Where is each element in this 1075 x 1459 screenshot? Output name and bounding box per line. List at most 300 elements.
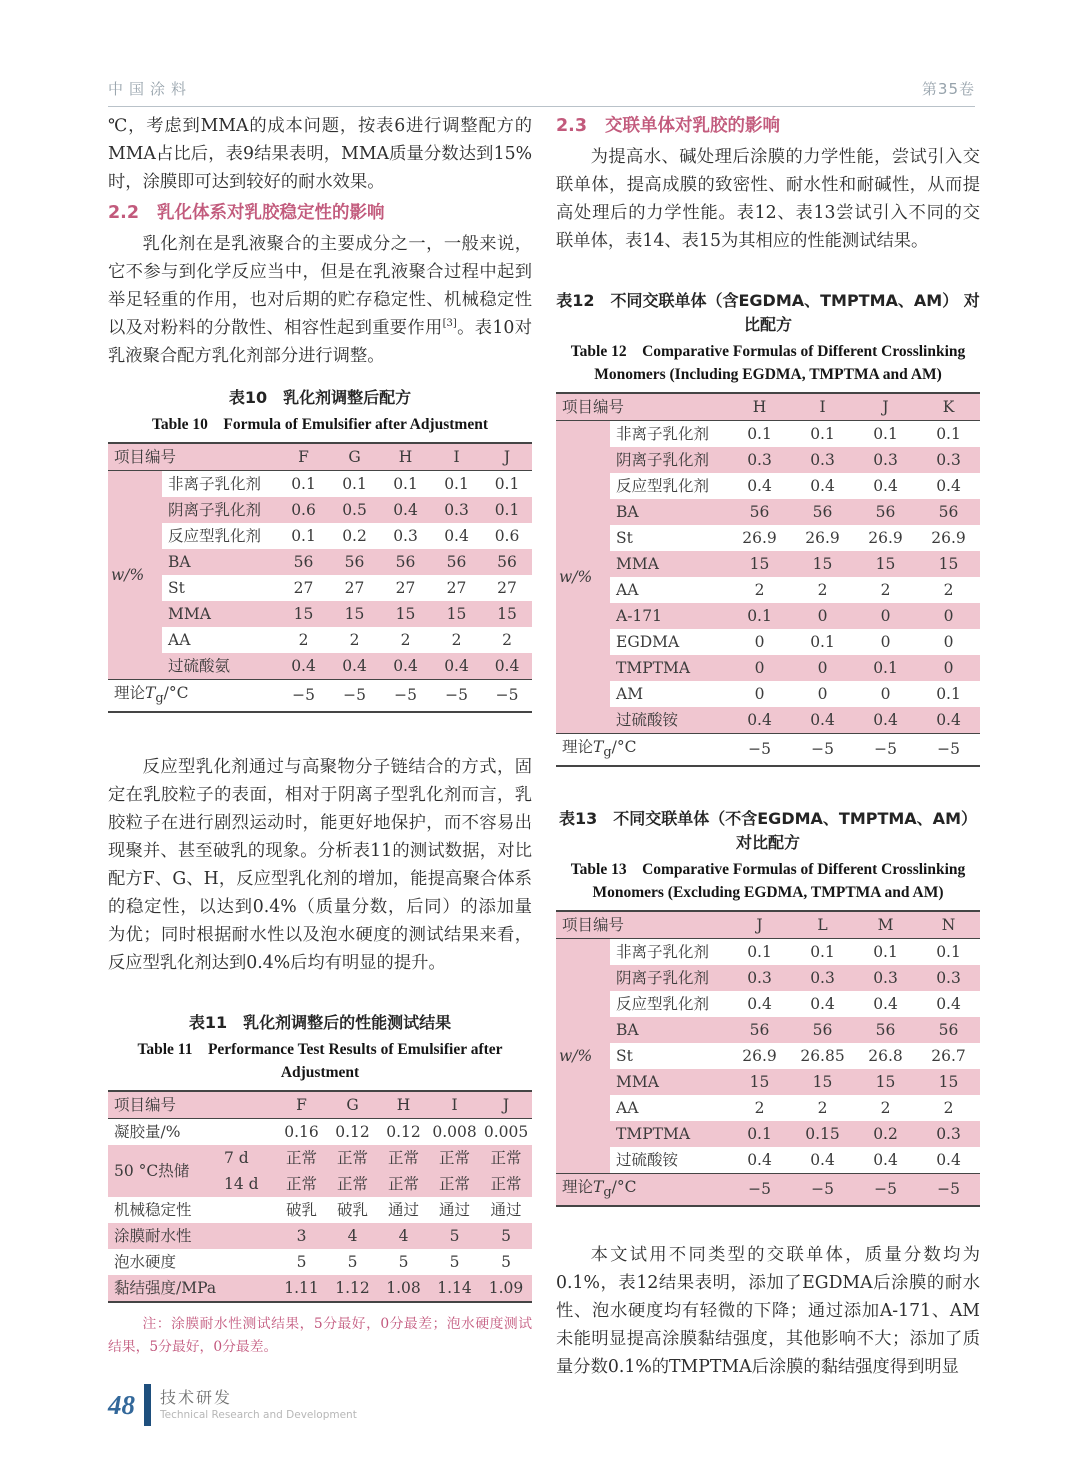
table11-caption-zh: 表11 乳化剂调整后的性能测试结果 xyxy=(188,1013,452,1033)
row-label: MMA xyxy=(162,601,278,627)
row-label: 反应型乳化剂 xyxy=(616,476,710,495)
table-cell: 0.4 xyxy=(936,994,961,1013)
table-row xyxy=(556,1095,980,1121)
two-column-body xyxy=(108,112,980,1381)
column-header: J xyxy=(854,393,917,421)
table-cell: 2 xyxy=(754,580,765,599)
table-cell: 0.4 xyxy=(747,476,772,495)
table-row xyxy=(108,497,532,523)
table-cell: 0 xyxy=(880,684,891,703)
table-cell: 56 xyxy=(854,499,917,525)
table-cell: 5 xyxy=(429,1223,480,1249)
table12 xyxy=(556,392,980,767)
table13-caption-zh: 表13 不同交联单体（不含EGDMA、TMPTMA、AM） 对比配方 xyxy=(558,809,977,853)
table-row xyxy=(108,601,532,627)
table-row xyxy=(556,421,980,448)
table-cell: −5 xyxy=(791,1174,854,1207)
table-cell: 0.4 xyxy=(431,653,482,680)
table-cell: −5 xyxy=(728,1174,791,1207)
table-cell: 0.3 xyxy=(854,965,917,991)
table-cell: 0 xyxy=(917,655,980,681)
column-header: H xyxy=(380,443,431,471)
table-cell: 0 xyxy=(791,655,854,681)
table-cell: 1.12 xyxy=(327,1275,378,1302)
section-number: 2.3 xyxy=(556,116,588,136)
table-cell: −5 xyxy=(495,686,519,705)
table-cell: 26.9 xyxy=(868,528,903,547)
table-cell: 0.4 xyxy=(873,476,898,495)
column-header: N xyxy=(917,911,980,939)
table-cell: 0.12 xyxy=(335,1122,370,1141)
table-cell: −5 xyxy=(292,686,315,705)
column-header-label: 项目编号 xyxy=(108,1091,276,1119)
table-cell: 0.3 xyxy=(431,497,482,523)
row-label: 过硫酸铵 xyxy=(610,707,728,734)
table13-caption xyxy=(556,807,980,904)
table-cell: 0.3 xyxy=(917,965,980,991)
table-cell: 2 xyxy=(817,580,828,599)
paragraph-continued: ℃，考虑到MMA的成本问题，按表6进行调整配方的MMA占比后，表9结果表明，MMA质量分数达到15%时，涂膜即可达到较好的耐水效果。 xyxy=(108,116,532,192)
table-cell: 0.008 xyxy=(432,1122,477,1141)
table-cell: 56 xyxy=(278,549,329,575)
table-cell: 破乳 xyxy=(337,1200,369,1219)
table-cell: 正常 xyxy=(327,1145,378,1171)
table-cell: 2 xyxy=(817,1098,828,1117)
table-cell: 56 xyxy=(791,499,854,525)
table-cell: 通过 xyxy=(490,1200,522,1219)
column-header-label: 项目编号 xyxy=(556,911,728,939)
table-cell: 0.1 xyxy=(810,942,835,961)
table12-caption xyxy=(556,289,980,386)
table-cell: 0.1 xyxy=(810,424,835,443)
paragraph-crosslinking-results: 本文试用不同类型的交联单体，质量分数均为0.1%，表12结果表明，添加了EGDMA后涂膜的耐水性、泡水硬度均有轻微的下降；通过添加A-171、AM未能明显提高涂膜黏结强度，其他影响不大；添加了质量分数0.1%的TMPTMA后涂膜的黏结强度得到明显 xyxy=(556,1245,980,1378)
row-label: 泡水硬度 xyxy=(114,1252,177,1271)
row-label: 阴离子乳化剂 xyxy=(610,965,728,991)
table-cell: 通过 xyxy=(439,1200,471,1219)
row-label: 非离子乳化剂 xyxy=(168,474,262,493)
table-row xyxy=(556,1043,980,1069)
table-cell: 15 xyxy=(380,601,431,627)
table-cell: 0 xyxy=(754,632,765,651)
table13-caption-en: Table 13 Comparative Formulas of Different Crosslinking Monomers (Excluding EGDMA, TMPTMA and AM) xyxy=(570,861,966,902)
table-cell: 0.1 xyxy=(936,424,961,443)
table-cell: 正常 xyxy=(429,1171,480,1197)
table-cell: 0.1 xyxy=(444,474,469,493)
table-cell: 56 xyxy=(917,1017,980,1043)
table-cell: 26.8 xyxy=(868,1046,903,1065)
table-cell: 2 xyxy=(451,630,462,649)
table-cell: 15 xyxy=(728,551,791,577)
table-cell: 1.11 xyxy=(276,1275,327,1302)
row-label: St xyxy=(168,578,185,597)
table-row xyxy=(556,655,980,681)
table-row xyxy=(556,707,980,734)
table-cell: 0 xyxy=(791,603,854,629)
table-cell: 0.4 xyxy=(873,994,898,1013)
section-title: 交联单体对乳胶的影响 xyxy=(605,116,781,136)
table-cell: −5 xyxy=(445,686,468,705)
table-cell: 0.1 xyxy=(747,942,772,961)
table-cell: 27 xyxy=(497,578,517,597)
table-cell: 0.4 xyxy=(873,1150,898,1169)
t11-data-table xyxy=(108,1090,532,1303)
table-cell: 0.4 xyxy=(380,653,431,680)
row-label: TMPTMA xyxy=(610,1121,728,1147)
table-row xyxy=(556,447,980,473)
table-row xyxy=(108,1249,532,1275)
table-row xyxy=(556,1069,980,1095)
table-cell: 56 xyxy=(728,1017,791,1043)
journal-title: 中国涂料 xyxy=(108,80,193,98)
table-cell: 0.4 xyxy=(482,653,532,680)
table-cell: 0 xyxy=(754,684,765,703)
table-cell: 0.1 xyxy=(810,632,835,651)
table-cell: 2 xyxy=(298,630,309,649)
table-cell: 正常 xyxy=(480,1171,532,1197)
table-cell: 0.1 xyxy=(728,603,791,629)
table-cell: 27 xyxy=(446,578,467,597)
table-cell: 0.4 xyxy=(380,497,431,523)
table-row xyxy=(108,627,532,653)
table-cell: 56 xyxy=(482,549,532,575)
table11 xyxy=(108,1090,532,1303)
table-cell: 5 xyxy=(347,1252,358,1271)
table-cell: 0.12 xyxy=(386,1122,421,1141)
table-cell: 0.4 xyxy=(278,653,329,680)
table10-caption xyxy=(108,386,532,436)
table-cell: 0 xyxy=(917,603,980,629)
table-cell: 0.1 xyxy=(747,424,772,443)
table-cell: 0.1 xyxy=(854,655,917,681)
table-row xyxy=(556,525,980,551)
table-cell: −5 xyxy=(394,686,417,705)
table-cell: 27 xyxy=(344,578,365,597)
table-row xyxy=(108,680,532,713)
table-cell: 0 xyxy=(817,684,828,703)
table-cell: 0.2 xyxy=(854,1121,917,1147)
table-cell: 15 xyxy=(854,1069,917,1095)
paragraph-reactive-emulsifier: 反应型乳化剂通过与高聚物分子链结合的方式，固定在乳胶粒子的表面，相对于阴离子型乳化剂而言，乳胶粒子在进行剧烈运动时，能更好地保护，而不容易出现聚并、甚至破乳的现象。分析表11的测试数据，对比配方F、G、H，反应型乳化剂的增加，能提高聚合体系的稳定性，以达到0.4%（质量分数，后同）的添加量为优；同时根据耐水性以及泡水硬度的测试结果来看，反应型乳化剂达到0.4%后均有明显的提升。 xyxy=(108,757,532,974)
table-row xyxy=(556,603,980,629)
table-cell: 26.9 xyxy=(742,528,777,547)
table-cell: 4 xyxy=(378,1223,429,1249)
column-header: I xyxy=(429,1091,480,1119)
table-row xyxy=(556,551,980,577)
paragraph-text: 乳化剂在是乳液聚合的主要成分之一，一般来说，它不参与到化学反应当中，但是在乳液聚合过程中起到举足轻重的作用，也对后期的贮存稳定性、机械稳定性以及对粉料的分散性、相容性起到重要作用 xyxy=(108,234,532,338)
table-cell: 0.4 xyxy=(854,707,917,734)
t12-data-table xyxy=(556,392,980,767)
table-cell: 0.4 xyxy=(791,707,854,734)
column-header: J xyxy=(728,911,791,939)
row-label: 理论$T_g/^\circ C$ xyxy=(556,1174,728,1207)
column-header: H xyxy=(378,1091,429,1119)
table-cell: 15 xyxy=(917,551,980,577)
row-label: EGDMA xyxy=(616,632,680,651)
table-cell: 0.1 xyxy=(291,526,316,545)
table-row xyxy=(556,1174,980,1207)
table-cell: 2 xyxy=(880,580,891,599)
t10-data-table xyxy=(108,442,532,713)
table-cell: −5 xyxy=(937,740,960,759)
unit-group-label: w/% xyxy=(108,471,162,680)
table-cell: 0.1 xyxy=(936,684,961,703)
row-label: 反应型乳化剂 xyxy=(168,526,262,545)
column-header: L xyxy=(791,911,854,939)
table-cell: 56 xyxy=(380,549,431,575)
table11-caption-en: Table 11 Performance Test Results of Emulsifier after Adjustment xyxy=(137,1041,503,1082)
table10-caption-en: Table 10 Formula of Emulsifier after Adjustment xyxy=(152,416,488,433)
column-header: M xyxy=(854,911,917,939)
table-row xyxy=(556,965,980,991)
table-cell: 通过 xyxy=(388,1200,420,1219)
row-label: BA xyxy=(162,549,278,575)
table12-caption-en: Table 12 Comparative Formulas of Different Crosslinking Monomers (Including EGDMA, TMPTMA and AM) xyxy=(570,343,966,383)
table-cell: 2 xyxy=(880,1098,891,1117)
row-label: 过硫酸铵 xyxy=(616,1150,679,1169)
table-cell: 0.4 xyxy=(747,1150,772,1169)
row-label: 机械稳定性 xyxy=(114,1200,192,1219)
table-cell: 0.3 xyxy=(728,965,791,991)
table-cell: 0.6 xyxy=(278,497,329,523)
table-cell: 0.3 xyxy=(917,447,980,473)
row-label: 过硫酸氨 xyxy=(162,653,278,680)
table-cell: 15 xyxy=(791,551,854,577)
row-label: 非离子乳化剂 xyxy=(616,424,710,443)
row-label: TMPTMA xyxy=(610,655,728,681)
section-heading-2-2 xyxy=(108,199,532,227)
row-label: MMA xyxy=(610,551,728,577)
table-cell: 56 xyxy=(329,549,380,575)
table-row xyxy=(556,991,980,1017)
row-label: 非离子乳化剂 xyxy=(616,942,710,961)
row-label: 黏结强度/MPa xyxy=(108,1275,276,1302)
table-row xyxy=(108,549,532,575)
table-row xyxy=(108,1119,532,1146)
footer-accent-bar xyxy=(144,1384,151,1426)
table-cell: 0.4 xyxy=(810,994,835,1013)
table-cell: 15 xyxy=(329,601,380,627)
table-cell: 0 xyxy=(880,632,891,651)
table-cell: 15 xyxy=(917,1069,980,1095)
table-cell: 0.2 xyxy=(342,526,367,545)
section-number: 2.2 xyxy=(108,203,140,223)
table-cell: 0.1 xyxy=(873,424,898,443)
row-label: AA xyxy=(168,630,191,649)
table11-caption xyxy=(108,1011,532,1084)
left-column xyxy=(108,112,532,1381)
table-row xyxy=(108,1197,532,1223)
footer-section-en: Technical Research and Development xyxy=(160,1409,357,1421)
paragraph-text-end: 。表10对乳液聚合配方乳化剂部分进行调整。 xyxy=(108,318,532,366)
table-cell: 0.4 xyxy=(936,1150,961,1169)
table-cell: 0.6 xyxy=(494,526,520,545)
column-header: F xyxy=(278,443,329,471)
row-label: 阴离子乳化剂 xyxy=(162,497,278,523)
table-row xyxy=(556,939,980,966)
table-cell: 5 xyxy=(398,1252,409,1271)
page-footer xyxy=(108,1384,357,1426)
row-sublabel: 14 d xyxy=(208,1171,276,1197)
row-sublabel: 7 d xyxy=(208,1145,276,1171)
table-cell: 56 xyxy=(431,549,482,575)
table-cell: 正常 xyxy=(480,1145,532,1171)
table-cell: 27 xyxy=(293,578,314,597)
row-label: St xyxy=(616,1046,633,1065)
row-label: 阴离子乳化剂 xyxy=(610,447,728,473)
table13 xyxy=(556,910,980,1207)
column-header: G xyxy=(329,443,380,471)
table-cell: 破乳 xyxy=(286,1200,318,1219)
row-label: AM xyxy=(616,684,644,703)
table-cell: 0.4 xyxy=(917,707,980,734)
table-cell: 0 xyxy=(854,603,917,629)
table10-caption-zh: 表10 乳化剂调整后配方 xyxy=(228,388,412,407)
table-cell: 5 xyxy=(480,1223,532,1249)
table-cell: 0.3 xyxy=(791,447,854,473)
table-cell: 26.85 xyxy=(800,1046,845,1065)
table-row xyxy=(556,629,980,655)
table-row xyxy=(556,681,980,707)
row-label: AA xyxy=(616,580,639,599)
table-cell: 15 xyxy=(482,601,532,627)
table-cell: 0.005 xyxy=(483,1122,529,1141)
table-cell: 正常 xyxy=(276,1171,327,1197)
row-label: 涂膜耐水性 xyxy=(108,1223,276,1249)
right-column xyxy=(556,112,980,1381)
row-label: AA xyxy=(616,1098,639,1117)
table-row xyxy=(108,1275,532,1302)
unit-group-label: w/% xyxy=(556,939,610,1174)
table-cell: 0.15 xyxy=(791,1121,854,1147)
table-row xyxy=(556,734,980,767)
table-cell: 正常 xyxy=(327,1171,378,1197)
table-cell: −5 xyxy=(854,1174,917,1207)
table-cell: 0.1 xyxy=(342,474,367,493)
table-cell: 1.14 xyxy=(429,1275,480,1302)
table-cell: 2 xyxy=(943,1098,954,1117)
column-header: K xyxy=(917,393,980,421)
table-cell: 0.4 xyxy=(329,653,380,680)
table-cell: 0.1 xyxy=(936,942,961,961)
table-cell: 0 xyxy=(728,655,791,681)
table-cell: 56 xyxy=(728,499,791,525)
column-header: G xyxy=(327,1091,378,1119)
table-row xyxy=(556,1147,980,1174)
table-cell: 0.1 xyxy=(393,474,418,493)
table-cell: 1.09 xyxy=(480,1275,532,1302)
row-label: 理论$T_g/^\circ C$ xyxy=(114,683,189,706)
column-header: J xyxy=(482,443,532,471)
table-cell: 56 xyxy=(791,1017,854,1043)
table-cell: −5 xyxy=(917,1174,980,1207)
paragraph-emulsifier-intro xyxy=(108,230,532,370)
table-cell: 5 xyxy=(501,1252,511,1271)
table-row xyxy=(556,1017,980,1043)
table-cell: 0.5 xyxy=(329,497,380,523)
column-header: H xyxy=(728,393,791,421)
table-cell: 26.7 xyxy=(931,1046,966,1065)
table-cell: 0.4 xyxy=(728,707,791,734)
table-cell: 0 xyxy=(943,632,954,651)
table-cell: 15 xyxy=(791,1069,854,1095)
table-row xyxy=(108,1223,532,1249)
table-cell: 0.3 xyxy=(393,526,418,545)
row-label: St xyxy=(616,528,633,547)
page-number: 48 xyxy=(108,1389,135,1420)
t13-data-table xyxy=(556,910,980,1207)
table-cell: 0.4 xyxy=(936,476,961,495)
table-cell: 26.9 xyxy=(805,528,840,547)
table-row xyxy=(108,523,532,549)
table-cell: 0.4 xyxy=(810,1150,835,1169)
table-cell: 26.9 xyxy=(742,1046,777,1065)
table-cell: 2 xyxy=(943,580,954,599)
section-heading-2-3 xyxy=(556,112,980,140)
footer-section-zh: 技术研发 xyxy=(160,1388,233,1407)
table-cell: 0.1 xyxy=(482,497,532,523)
table-cell: 27 xyxy=(395,578,416,597)
table-cell: 4 xyxy=(327,1223,378,1249)
table-cell: 26.9 xyxy=(931,528,966,547)
column-header-label: 项目编号 xyxy=(108,443,278,471)
column-header-label: 项目编号 xyxy=(556,393,728,421)
table-cell: −5 xyxy=(811,740,834,759)
table-cell: 2 xyxy=(754,1098,765,1117)
table-cell: 0.3 xyxy=(791,965,854,991)
table-cell: 0.4 xyxy=(810,476,835,495)
table-cell: 1.08 xyxy=(378,1275,429,1302)
row-group-label: 50 °C热储 xyxy=(108,1145,208,1197)
paragraph-crosslinking-intro: 为提高水、碱处理后涂膜的力学性能，尝试引入交联单体，提高成膜的致密性、耐水性和耐碱性，从而提高处理后的力学性能。表12、表13尝试引入不同的交联单体，表14、表15为其相应的性能测试结果。 xyxy=(556,147,980,251)
table-cell: 0.4 xyxy=(444,526,469,545)
citation-ref: [3] xyxy=(442,318,457,330)
table-row xyxy=(108,653,532,680)
table-cell: 0.1 xyxy=(728,1121,791,1147)
table-cell: −5 xyxy=(748,740,771,759)
table-cell: 0.4 xyxy=(747,994,772,1013)
table-cell: 15 xyxy=(728,1069,791,1095)
column-header: I xyxy=(791,393,854,421)
table-cell: 0.3 xyxy=(728,447,791,473)
table-cell: 正常 xyxy=(429,1145,480,1171)
row-label: 反应型乳化剂 xyxy=(616,994,710,1013)
table-cell: 56 xyxy=(854,1017,917,1043)
table-cell: 2 xyxy=(502,630,512,649)
table-row xyxy=(108,471,532,498)
section-title: 乳化体系对乳胶稳定性的影响 xyxy=(157,203,385,223)
table-cell: −5 xyxy=(874,740,897,759)
row-label: A-171 xyxy=(610,603,728,629)
table10 xyxy=(108,442,532,713)
table-cell: 正常 xyxy=(276,1145,327,1171)
table-cell: 5 xyxy=(296,1252,307,1271)
volume-label: 第35卷 xyxy=(921,80,975,98)
table-cell: 0.3 xyxy=(917,1121,980,1147)
table-cell: 0.1 xyxy=(291,474,316,493)
column-header: F xyxy=(276,1091,327,1119)
table-row xyxy=(556,1121,980,1147)
table-cell: 5 xyxy=(449,1252,460,1271)
table-cell: 15 xyxy=(854,551,917,577)
table-cell: 2 xyxy=(349,630,360,649)
table-cell: 0.1 xyxy=(494,474,520,493)
row-label: 凝胶量/% xyxy=(114,1122,181,1141)
table-cell: 56 xyxy=(917,499,980,525)
footer-section-labels xyxy=(160,1388,357,1422)
row-label: BA xyxy=(610,499,728,525)
table-cell: 3 xyxy=(276,1223,327,1249)
unit-group-label: w/% xyxy=(556,421,610,734)
